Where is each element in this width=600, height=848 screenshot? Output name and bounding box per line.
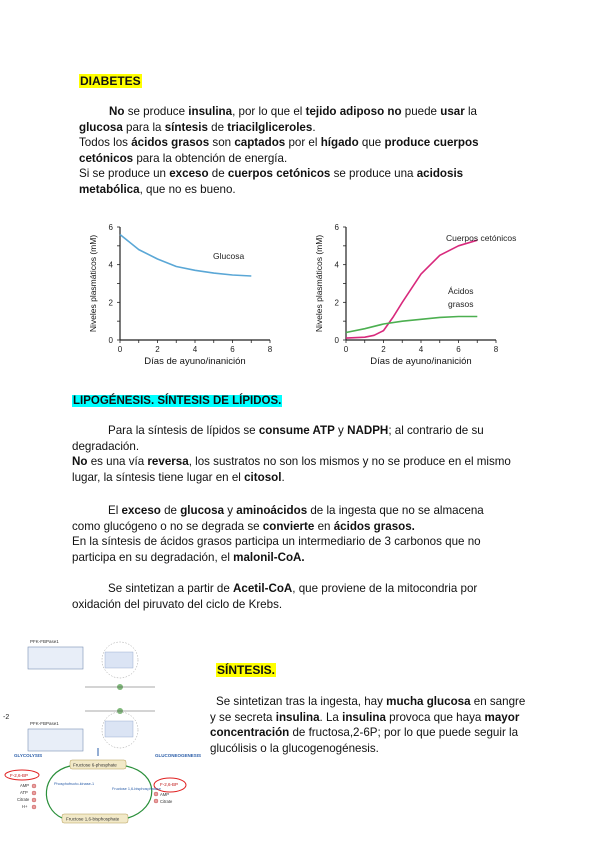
glycolysis-gluconeogenesis-diagram xyxy=(0,748,210,833)
y-axis-label: Niveles plasmáticos (mM) xyxy=(88,234,98,333)
lipogenesis-paragraph-2: No es una vía reversa, los sustratos no son los mismos y no se produce en el mismo lugar, la síntesis tiene lugar en el citosol. xyxy=(72,455,511,484)
gluconeogenesis-label: GLUCONEOGENESIS xyxy=(155,753,202,758)
legend-left-atp: ATP xyxy=(20,790,28,795)
y-tick-label: 0 xyxy=(108,336,113,345)
pfk1-label: Phosphofructo-kinase-1 xyxy=(54,782,95,786)
legend-right-amp: AMP xyxy=(160,792,170,797)
diabetes-paragraph-3: Si se produce un exceso de cuerpos cetónicos se produce una acidosis metabólica, que no es bueno. xyxy=(79,167,464,196)
y-tick-label: 6 xyxy=(334,223,339,232)
legend-left-h: H+ xyxy=(22,804,28,809)
x-tick-label: 0 xyxy=(117,345,123,354)
diabetes-paragraph-1: No se produce insulina, por lo que el tejido adiposo no puede usar la glucosa para la síntesis de triacilgliceroles. xyxy=(79,105,477,134)
x-tick-label: 0 xyxy=(343,345,349,354)
fbp1-label: Fructose 1,6-bisphosphatase xyxy=(112,787,161,791)
lipogenesis-paragraph-5: Se sintetizan a partir de Acetil-CoA, que proviene de la mitocondria por oxidación del piruvato del ciclo de Krebs. xyxy=(72,582,478,611)
legend-left-citrate: Citrate xyxy=(17,797,30,802)
pfk-regulation-diagram xyxy=(0,630,210,755)
glucose-chart xyxy=(80,215,280,375)
diabetes-paragraph-2: Todos los ácidos grasos son captados por el hígado que produce cuerpos cetónicos para la obtención de energía. xyxy=(79,136,479,165)
y-tick-label: 4 xyxy=(334,260,339,270)
f26bp-left-label: F-2,6-BP xyxy=(10,773,29,778)
pfk-label-top: PFK-FBPase1 xyxy=(30,639,59,644)
gluconeogenesis-arrow xyxy=(126,766,152,818)
diabetes-heading: DIABETES xyxy=(80,74,141,88)
x-tick-label: 6 xyxy=(456,345,461,354)
pfk-label-bottom: PFK-FBPase1 xyxy=(30,721,59,726)
x-tick-label: 4 xyxy=(418,345,424,354)
lipogenesis-heading: LIPOGÉNESIS. SÍNTESIS DE LÍPIDOS. xyxy=(73,395,282,407)
x-tick-label: 2 xyxy=(155,345,160,354)
f26bp-right-label: F-2,6-BP xyxy=(160,782,179,787)
x-axis-label: Días de ayuno/inanición xyxy=(144,356,246,367)
x-tick-label: 6 xyxy=(230,345,235,354)
lipogenesis-paragraph-4: En la síntesis de ácidos grasos participa un intermediario de 3 carbonos que no participa en su degradación, el malonil-CoA. xyxy=(72,535,481,564)
sintesis-paragraph: Se sintetizan tras la ingesta, hay mucha glucosa en sangre y se secreta insulina. La insulina provoca que haya mayor concentración de fructosa,2-6P; por lo que puede seguir la glucólisis o la glucogenogénesis. xyxy=(210,695,526,755)
glucosa-series-label: Glucosa xyxy=(213,251,245,261)
y-tick-label: 2 xyxy=(334,298,339,308)
acidos-grasos-label-2: grasos xyxy=(448,299,474,309)
acidos-grasos-label-1: Ácidos xyxy=(448,286,474,296)
legend-right-citrate: Citrate xyxy=(160,799,173,804)
lipogenesis-paragraph-1: Para la síntesis de lípidos se consume ATP y NADPH; al contrario de su degradación. xyxy=(72,424,484,453)
x-tick-label: 8 xyxy=(493,345,499,354)
legend-left-amp: AMP xyxy=(20,783,30,788)
x-tick-label: 8 xyxy=(267,345,273,354)
regulation-figure-top xyxy=(3,639,155,751)
x-tick-label: 4 xyxy=(192,345,198,354)
x-tick-label: 2 xyxy=(381,345,386,354)
sintesis-heading: SÍNTESIS. xyxy=(217,663,276,677)
glycolysis-label: GLYCOLYSIS xyxy=(14,753,43,758)
glycolysis-arrow xyxy=(46,766,70,818)
y-axis-label: Niveles plasmáticos (mM) xyxy=(314,234,324,333)
side-mark: -2 xyxy=(3,714,10,721)
ketone-fatty-acid-chart xyxy=(308,215,538,375)
f6p-label: Fructose 6-phosphate xyxy=(73,762,117,768)
cuerpos-cetonicos-label: Cuerpos cetónicos xyxy=(446,233,517,243)
lipogenesis-paragraph-3: El exceso de glucosa y aminoácidos de la ingesta que no se almacena como glucógeno o no se degrada se convierte en ácidos grasos. xyxy=(72,504,484,533)
f16bp-label: Fructose 1,6-bisphosphate xyxy=(66,816,120,822)
y-tick-label: 4 xyxy=(108,260,113,270)
y-tick-label: 2 xyxy=(108,298,113,308)
y-tick-label: 0 xyxy=(334,336,339,345)
y-tick-label: 6 xyxy=(108,223,113,232)
series-line-ácidos-grasos xyxy=(346,317,477,333)
x-axis-label: Días de ayuno/inanición xyxy=(370,356,472,367)
